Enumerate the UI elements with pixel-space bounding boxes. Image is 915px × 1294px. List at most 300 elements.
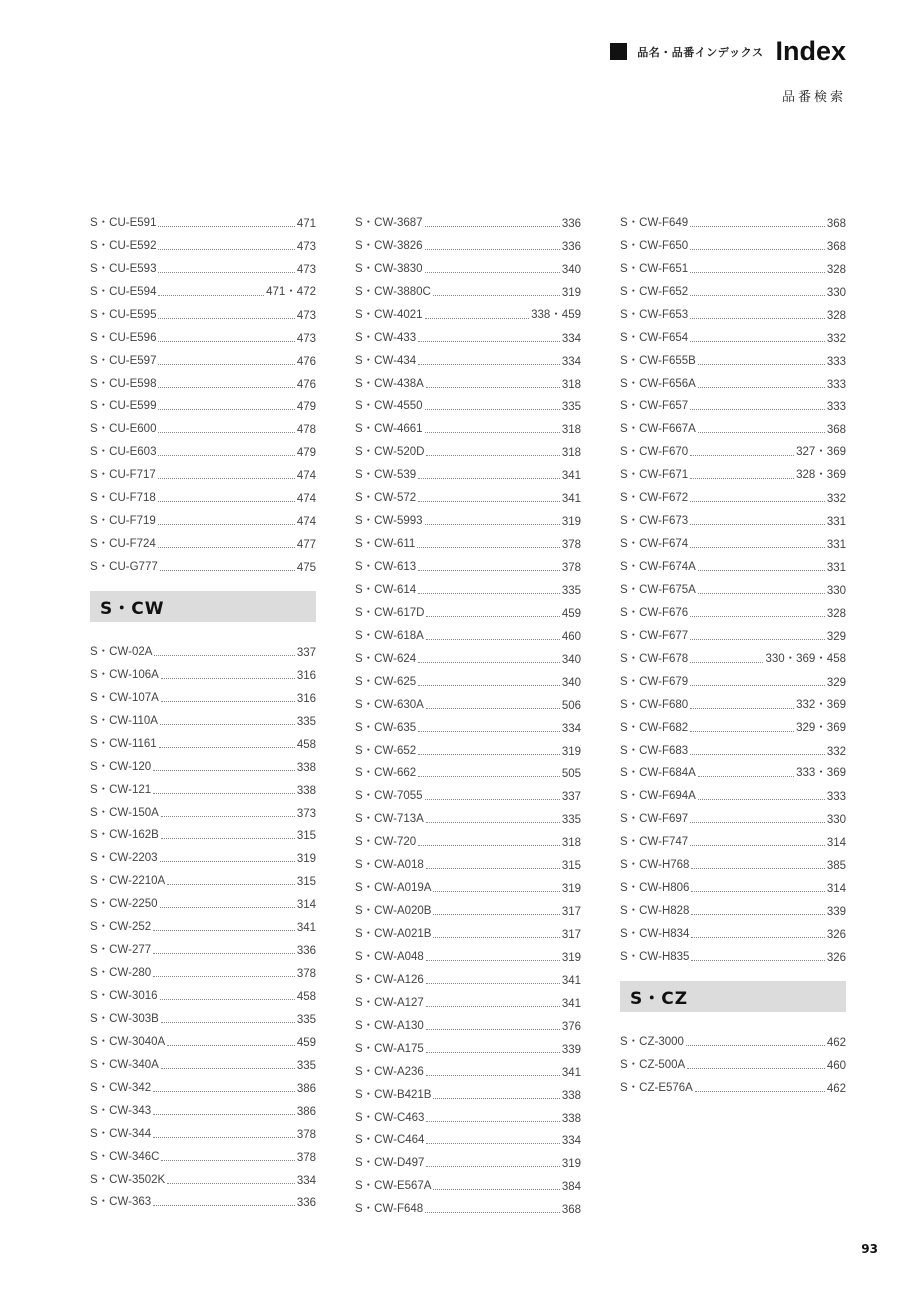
- entry-page: 368: [826, 424, 846, 437]
- index-entry: [355, 345, 581, 368]
- entry-code: S・CW-F654: [620, 331, 689, 344]
- dot-leader: [698, 570, 825, 571]
- dot-leader: [433, 891, 559, 892]
- dot-leader: [418, 593, 560, 594]
- entry-code: S・CW-C464: [355, 1134, 425, 1147]
- entry-page: 319: [561, 951, 581, 964]
- dot-leader: [698, 432, 825, 433]
- entry-page: 318: [561, 837, 581, 850]
- index-entry: [355, 712, 581, 735]
- entry-page: 338: [561, 1112, 581, 1125]
- entry-code: S・CW-F651: [620, 262, 689, 275]
- header-label: 品名・品番インデックス: [637, 45, 764, 59]
- entry-page: 338: [561, 1089, 581, 1102]
- index-entry: [355, 1125, 581, 1148]
- entry-page: 474: [296, 470, 316, 483]
- entry-code: S・CW-H768: [620, 859, 690, 872]
- entry-code: S・CW-342: [90, 1081, 152, 1094]
- entry-page: 473: [296, 332, 316, 345]
- dot-leader: [433, 937, 559, 938]
- index-entry: [90, 482, 316, 505]
- entry-code: S・CW-611: [355, 538, 416, 551]
- dot-leader: [426, 455, 559, 456]
- entry-code: S・CW-2203: [90, 852, 158, 865]
- entry-code: S・CW-F667A: [620, 423, 696, 436]
- entry-code: S・CW-3830: [355, 262, 423, 275]
- index-entry: [620, 253, 846, 276]
- entry-page: 471: [296, 217, 316, 230]
- entry-code: S・CW-F652: [620, 285, 689, 298]
- index-entry: [620, 276, 846, 299]
- entry-code: S・CW-340A: [90, 1058, 159, 1071]
- entry-code: S・CU-E599: [90, 400, 157, 413]
- index-entry: [355, 1170, 581, 1193]
- index-entry: [90, 1095, 316, 1118]
- dot-leader: [425, 409, 560, 410]
- index-entry: [90, 636, 316, 659]
- entry-page: 462: [826, 1036, 846, 1049]
- dot-leader: [433, 1189, 559, 1190]
- index-entry: [620, 551, 846, 574]
- index-entry: [90, 276, 316, 299]
- index-entry: [355, 482, 581, 505]
- entry-code: S・CW-F649: [620, 216, 689, 229]
- entry-code: S・CW-162B: [90, 829, 159, 842]
- entry-page: 341: [561, 1066, 581, 1079]
- index-entry: [90, 774, 316, 797]
- entry-code: S・CU-E598: [90, 377, 157, 390]
- index-entry: [90, 842, 316, 865]
- entry-page: 462: [826, 1082, 846, 1095]
- entry-page: 478: [296, 424, 316, 437]
- entry-code: S・CW-572: [355, 492, 417, 505]
- dot-leader: [690, 272, 825, 273]
- entry-page: 319: [561, 516, 581, 529]
- index-entry: [90, 705, 316, 728]
- entry-code: S・CW-F678: [620, 652, 689, 665]
- dot-leader: [160, 999, 295, 1000]
- entry-page: 336: [296, 945, 316, 958]
- entry-code: S・CW-363: [90, 1196, 152, 1209]
- index-entry: [355, 299, 581, 322]
- index-entry: [355, 1193, 581, 1216]
- entry-code: S・CW-A127: [355, 996, 424, 1009]
- index-entry: [620, 482, 846, 505]
- header-square-icon: [610, 43, 627, 60]
- dot-leader: [158, 387, 294, 388]
- dot-leader: [433, 295, 560, 296]
- dot-leader: [690, 639, 825, 640]
- entry-code: S・CU-E595: [90, 308, 157, 321]
- entry-code: S・CW-344: [90, 1127, 152, 1140]
- index-entry: [355, 872, 581, 895]
- dot-leader: [153, 1205, 295, 1206]
- entry-page: 378: [296, 1128, 316, 1141]
- entry-page: 332・369: [796, 698, 846, 711]
- entry-code: S・CW-520D: [355, 446, 425, 459]
- dot-leader: [418, 776, 560, 777]
- entry-page: 327・369: [796, 446, 846, 459]
- index-entry: [90, 888, 316, 911]
- index-entry: [620, 643, 846, 666]
- entry-code: S・CU-F719: [90, 515, 156, 528]
- entry-code: S・CW-D497: [355, 1157, 425, 1170]
- entry-code: S・CW-H828: [620, 905, 690, 918]
- entry-code: S・CW-150A: [90, 806, 159, 819]
- dot-leader: [160, 861, 295, 862]
- index-entry: [355, 1102, 581, 1125]
- index-entry: [90, 751, 316, 774]
- dot-leader: [691, 914, 824, 915]
- section-heading: S・CW: [90, 591, 316, 622]
- entry-code: S・CW-B421B: [355, 1088, 432, 1101]
- entry-page: 331: [826, 562, 846, 574]
- index-entry: [620, 780, 846, 803]
- index-entry: [620, 368, 846, 391]
- entry-page: 333: [826, 378, 846, 391]
- index-entry: [355, 1147, 581, 1170]
- entry-code: S・CU-G777: [90, 561, 158, 573]
- index-entry: [355, 391, 581, 414]
- dot-leader: [695, 1091, 825, 1092]
- dot-leader: [426, 1166, 559, 1167]
- entry-page: 335: [561, 584, 581, 597]
- index-entry: [620, 345, 846, 368]
- index-entry: [620, 689, 846, 712]
- index-entry: [90, 551, 316, 574]
- entry-page: 335: [561, 814, 581, 827]
- index-entry: [355, 459, 581, 482]
- dot-leader: [690, 226, 825, 227]
- entry-code: S・CW-438A: [355, 377, 424, 390]
- dot-leader: [690, 731, 794, 732]
- index-entry: [90, 1049, 316, 1072]
- entry-code: S・CW-4021: [355, 308, 423, 321]
- entry-code: S・CW-A048: [355, 950, 424, 963]
- dot-leader: [158, 524, 295, 525]
- entry-page: 318: [561, 447, 581, 460]
- index-entry: [90, 1187, 316, 1210]
- index-entry: [620, 413, 846, 436]
- entry-code: S・CW-F672: [620, 492, 689, 505]
- index-entry: [90, 1118, 316, 1141]
- dot-leader: [690, 662, 763, 663]
- entry-page: 334: [561, 1135, 581, 1148]
- dot-leader: [425, 432, 560, 433]
- index-entry: [90, 345, 316, 368]
- dot-leader: [426, 1121, 559, 1122]
- index-entry: [355, 964, 581, 987]
- index-entry: [90, 820, 316, 843]
- entry-code: S・CW-613: [355, 561, 417, 573]
- entry-code: S・CW-F677: [620, 629, 689, 642]
- entry-code: S・CZ-E576A: [620, 1081, 693, 1094]
- dot-leader: [426, 387, 560, 388]
- entry-page: 474: [296, 516, 316, 529]
- dot-leader: [418, 341, 560, 342]
- dot-leader: [433, 1098, 559, 1099]
- entry-page: 319: [561, 286, 581, 299]
- index-entry: [355, 1010, 581, 1033]
- entry-page: 339: [826, 906, 846, 919]
- entry-code: S・CW-617D: [355, 606, 425, 619]
- dot-leader: [690, 616, 825, 617]
- entry-page: 338: [296, 784, 316, 797]
- dot-leader: [690, 409, 825, 410]
- entry-code: S・CW-A020B: [355, 905, 432, 918]
- dot-leader: [160, 724, 295, 725]
- entry-page: 314: [296, 899, 316, 912]
- entry-page: 333: [826, 401, 846, 414]
- entry-code: S・CW-3687: [355, 216, 423, 229]
- entry-code: S・CW-F682: [620, 721, 689, 734]
- index-entry: [90, 1072, 316, 1095]
- entry-page: 386: [296, 1105, 316, 1118]
- dot-leader: [161, 1068, 295, 1069]
- index-entry: [90, 413, 316, 436]
- index-entry: [355, 528, 581, 551]
- entry-page: 319: [561, 883, 581, 896]
- entry-page: 368: [561, 1204, 581, 1217]
- dot-leader: [158, 547, 295, 548]
- dot-leader: [687, 1068, 825, 1069]
- dot-leader: [161, 1022, 295, 1023]
- entry-page: 315: [296, 876, 316, 889]
- dot-leader: [698, 799, 825, 800]
- dot-leader: [158, 341, 294, 342]
- entry-code: S・CW-433: [355, 331, 417, 344]
- entry-code: S・CW-3040A: [90, 1035, 166, 1048]
- dot-leader: [690, 547, 825, 548]
- index-entry: [90, 682, 316, 705]
- entry-code: S・CW-F680: [620, 698, 689, 711]
- entry-page: 335: [296, 715, 316, 728]
- index-entry: [620, 459, 846, 482]
- dot-leader: [159, 747, 295, 748]
- dot-leader: [698, 387, 825, 388]
- dot-leader: [426, 822, 560, 823]
- entry-code: S・CW-F674: [620, 538, 689, 551]
- entry-page: 318: [561, 424, 581, 437]
- index-entry: [90, 368, 316, 391]
- index-entry: [355, 780, 581, 803]
- entry-code: S・CW-110A: [90, 714, 158, 727]
- entry-page: 328: [826, 309, 846, 322]
- index-entry: [620, 895, 846, 918]
- entry-page: 319: [561, 1158, 581, 1171]
- dot-leader: [698, 593, 825, 594]
- entry-page: 479: [296, 447, 316, 460]
- index-entry: [620, 918, 846, 941]
- entry-code: S・CW-662: [355, 767, 417, 780]
- entry-page: 460: [826, 1059, 846, 1072]
- entry-code: S・CW-A130: [355, 1019, 424, 1032]
- index-entry: [620, 597, 846, 620]
- index-entry: [355, 689, 581, 712]
- index-entry: [355, 849, 581, 872]
- index-column-2: [355, 207, 581, 1216]
- dot-leader: [418, 845, 560, 846]
- dot-leader: [161, 816, 295, 817]
- entry-code: S・CW-720: [355, 836, 417, 849]
- entry-code: S・CW-121: [90, 783, 152, 796]
- dot-leader: [426, 983, 560, 984]
- entry-page: 319: [296, 853, 316, 866]
- dot-leader: [425, 272, 560, 273]
- dot-leader: [425, 226, 560, 227]
- dot-leader: [160, 570, 295, 571]
- dot-leader: [158, 409, 294, 410]
- index-entry: [355, 574, 581, 597]
- entry-code: S・CW-3880C: [355, 285, 431, 298]
- dot-leader: [691, 937, 824, 938]
- entry-page: 341: [561, 493, 581, 506]
- dot-leader: [153, 793, 295, 794]
- index-entry: [620, 230, 846, 253]
- dot-leader: [426, 1029, 560, 1030]
- entry-code: S・CU-F718: [90, 492, 156, 505]
- index-entry: [355, 941, 581, 964]
- dot-leader: [690, 455, 794, 456]
- entry-code: S・CW-346C: [90, 1150, 160, 1163]
- entry-code: S・CW-F671: [620, 469, 689, 482]
- entry-code: S・CU-E600: [90, 423, 157, 436]
- entry-page: 479: [296, 401, 316, 414]
- index-entry: [90, 980, 316, 1003]
- dot-leader: [158, 478, 295, 479]
- entry-code: S・CW-106A: [90, 668, 159, 681]
- index-entry: [620, 872, 846, 895]
- index-entry: [90, 505, 316, 528]
- index-entry: [90, 322, 316, 345]
- dot-leader: [418, 685, 560, 686]
- entry-code: S・CW-A019A: [355, 882, 432, 895]
- entry-code: S・CW-3826: [355, 239, 423, 252]
- entry-page: 340: [561, 263, 581, 276]
- dot-leader: [161, 678, 295, 679]
- entry-page: 473: [296, 240, 316, 253]
- entry-page: 376: [561, 1020, 581, 1033]
- dot-leader: [426, 616, 559, 617]
- entry-page: 473: [296, 309, 316, 322]
- dot-leader: [418, 754, 560, 755]
- entry-page: 341: [561, 974, 581, 987]
- entry-code: S・CW-F655B: [620, 354, 696, 367]
- entry-page: 314: [826, 883, 846, 896]
- entry-code: S・CW-635: [355, 721, 417, 734]
- entry-code: S・CW-F697: [620, 813, 689, 826]
- dot-leader: [690, 501, 825, 502]
- index-entry: [620, 574, 846, 597]
- entry-page: 471・472: [266, 285, 316, 298]
- entry-code: S・CW-F673: [620, 515, 689, 528]
- entry-code: S・CU-E591: [90, 216, 157, 229]
- index-entry: [355, 253, 581, 276]
- index-entry: [90, 207, 316, 230]
- dot-leader: [418, 731, 560, 732]
- section-heading: S・CZ: [620, 981, 846, 1012]
- entry-page: 336: [561, 217, 581, 230]
- page-header: [610, 36, 846, 67]
- dot-leader: [690, 341, 825, 342]
- entry-page: 385: [826, 860, 846, 873]
- entry-page: 338・459: [531, 308, 581, 321]
- index-entry: [90, 528, 316, 551]
- dot-leader: [426, 1006, 560, 1007]
- entry-code: S・CW-434: [355, 354, 417, 367]
- entry-page: 473: [296, 263, 316, 276]
- entry-code: S・CW-624: [355, 652, 417, 665]
- dot-leader: [425, 1212, 560, 1213]
- entry-page: 329・369: [796, 721, 846, 734]
- entry-page: 332: [826, 332, 846, 345]
- index-entry: [355, 322, 581, 345]
- entry-code: S・CW-539: [355, 469, 417, 482]
- entry-code: S・CW-F656A: [620, 377, 696, 390]
- dot-leader: [153, 1137, 295, 1138]
- entry-code: S・CW-F657: [620, 400, 689, 413]
- dot-leader: [161, 1160, 294, 1161]
- entry-code: S・CW-A018: [355, 859, 424, 872]
- index-entry: [355, 735, 581, 758]
- index-entry: [90, 1141, 316, 1164]
- entry-code: S・CW-252: [90, 921, 152, 934]
- index-entry: [355, 620, 581, 643]
- dot-leader: [690, 249, 825, 250]
- index-entry: [90, 934, 316, 957]
- entry-page: 476: [296, 378, 316, 391]
- entry-code: S・CW-1161: [90, 737, 157, 750]
- index-entry: [90, 391, 316, 414]
- dot-leader: [690, 685, 825, 686]
- index-entry: [620, 1026, 846, 1049]
- dot-leader: [690, 822, 825, 823]
- entry-page: 378: [561, 562, 581, 574]
- dot-leader: [417, 547, 560, 548]
- entry-page: 334: [561, 355, 581, 368]
- index-entry: [355, 666, 581, 689]
- entry-page: 339: [561, 1043, 581, 1056]
- entry-code: S・CW-5993: [355, 515, 423, 528]
- index-entry: [620, 712, 846, 735]
- entry-code: S・CW-343: [90, 1104, 152, 1117]
- entry-code: S・CW-303B: [90, 1012, 159, 1025]
- entry-code: S・CW-F670: [620, 446, 689, 459]
- entry-page: 326: [826, 951, 846, 964]
- index-entry: [355, 413, 581, 436]
- entry-code: S・CW-277: [90, 944, 152, 957]
- entry-page: 332: [826, 493, 846, 506]
- entry-page: 337: [296, 646, 316, 659]
- entry-page: 317: [561, 929, 581, 941]
- dot-leader: [418, 501, 560, 502]
- entry-code: S・CZ-3000: [620, 1035, 684, 1048]
- entry-code: S・CW-F683: [620, 744, 689, 757]
- index-entry: [90, 659, 316, 682]
- entry-code: S・CW-F694A: [620, 790, 696, 803]
- dot-leader: [158, 249, 294, 250]
- entry-page: 316: [296, 692, 316, 705]
- entry-code: S・CW-3502K: [90, 1173, 166, 1186]
- entry-page: 334: [296, 1174, 316, 1187]
- index-entry: [90, 230, 316, 253]
- entry-page: 332: [826, 745, 846, 758]
- dot-leader: [426, 639, 560, 640]
- dot-leader: [153, 1091, 295, 1092]
- entry-code: S・CW-C463: [355, 1111, 425, 1124]
- entry-code: S・CU-E594: [90, 285, 157, 298]
- dot-leader: [426, 1052, 560, 1053]
